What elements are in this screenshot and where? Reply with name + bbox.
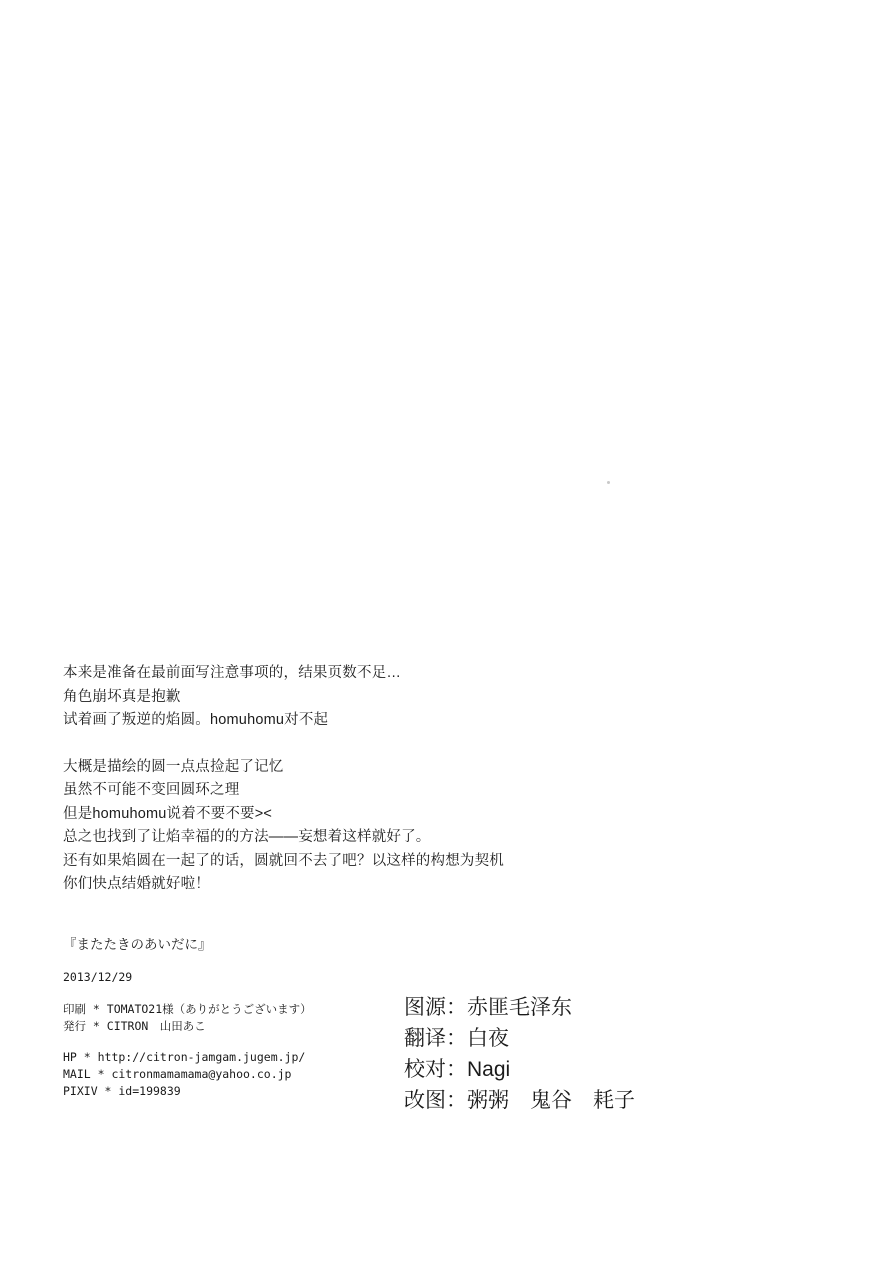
colophon — [63, 935, 413, 1100]
credit-typesetter: 改图：粥粥 鬼谷 耗子 — [404, 1089, 635, 1112]
afterword-line: 但是homuhomu说着不要不要>< — [63, 805, 273, 822]
scanlation-credits — [404, 992, 824, 1116]
publication-date: 2013/12/29 — [63, 970, 133, 984]
credit-source: 图源：赤匪毛泽东 — [404, 996, 572, 1019]
afterword-line: 本来是准备在最前面写注意事项的，结果页数不足… — [63, 665, 402, 681]
credit-proofreader: 校对：Nagi — [404, 1058, 511, 1081]
afterword-line: 还有如果焰圆在一起了的话，圆就回不去了吧？以这样的构想为契机 — [63, 852, 504, 869]
pixiv-line: PIXIV * id=199839 — [63, 1084, 181, 1098]
paragraph-spacer — [63, 733, 683, 756]
afterword-line: 大概是描绘的圆一点点捡起了记忆 — [63, 758, 284, 775]
doujin-title: 『またたきのあいだに』 — [63, 937, 212, 952]
afterword-line: 试着画了叛逆的焰圆。homuhomu对不起 — [63, 712, 329, 728]
afterword-line: 虽然不可能不变回圆环之理 — [63, 782, 240, 798]
afterword-line: 角色崩坏真是抱歉 — [63, 688, 181, 705]
credit-translator: 翻译：白夜 — [404, 1027, 509, 1050]
afterword-line: 总之也找到了让焰幸福的的方法——妄想着这样就好了。 — [63, 829, 431, 845]
afterword-line: 你们快点结婚就好啦！ — [63, 876, 210, 892]
publisher-line: 発行 * CITRON 山田あこ — [63, 1019, 206, 1033]
afterword-text — [63, 662, 683, 897]
mail-line: MAIL * citronmamamama@yahoo.co.jp — [63, 1067, 292, 1081]
homepage-line: HP * http://citron-jamgam.jugem.jp/ — [63, 1050, 306, 1064]
printer-line: 印刷 * TOMATO21様（ありがとうございます） — [63, 1002, 312, 1016]
page-speck — [607, 481, 610, 484]
